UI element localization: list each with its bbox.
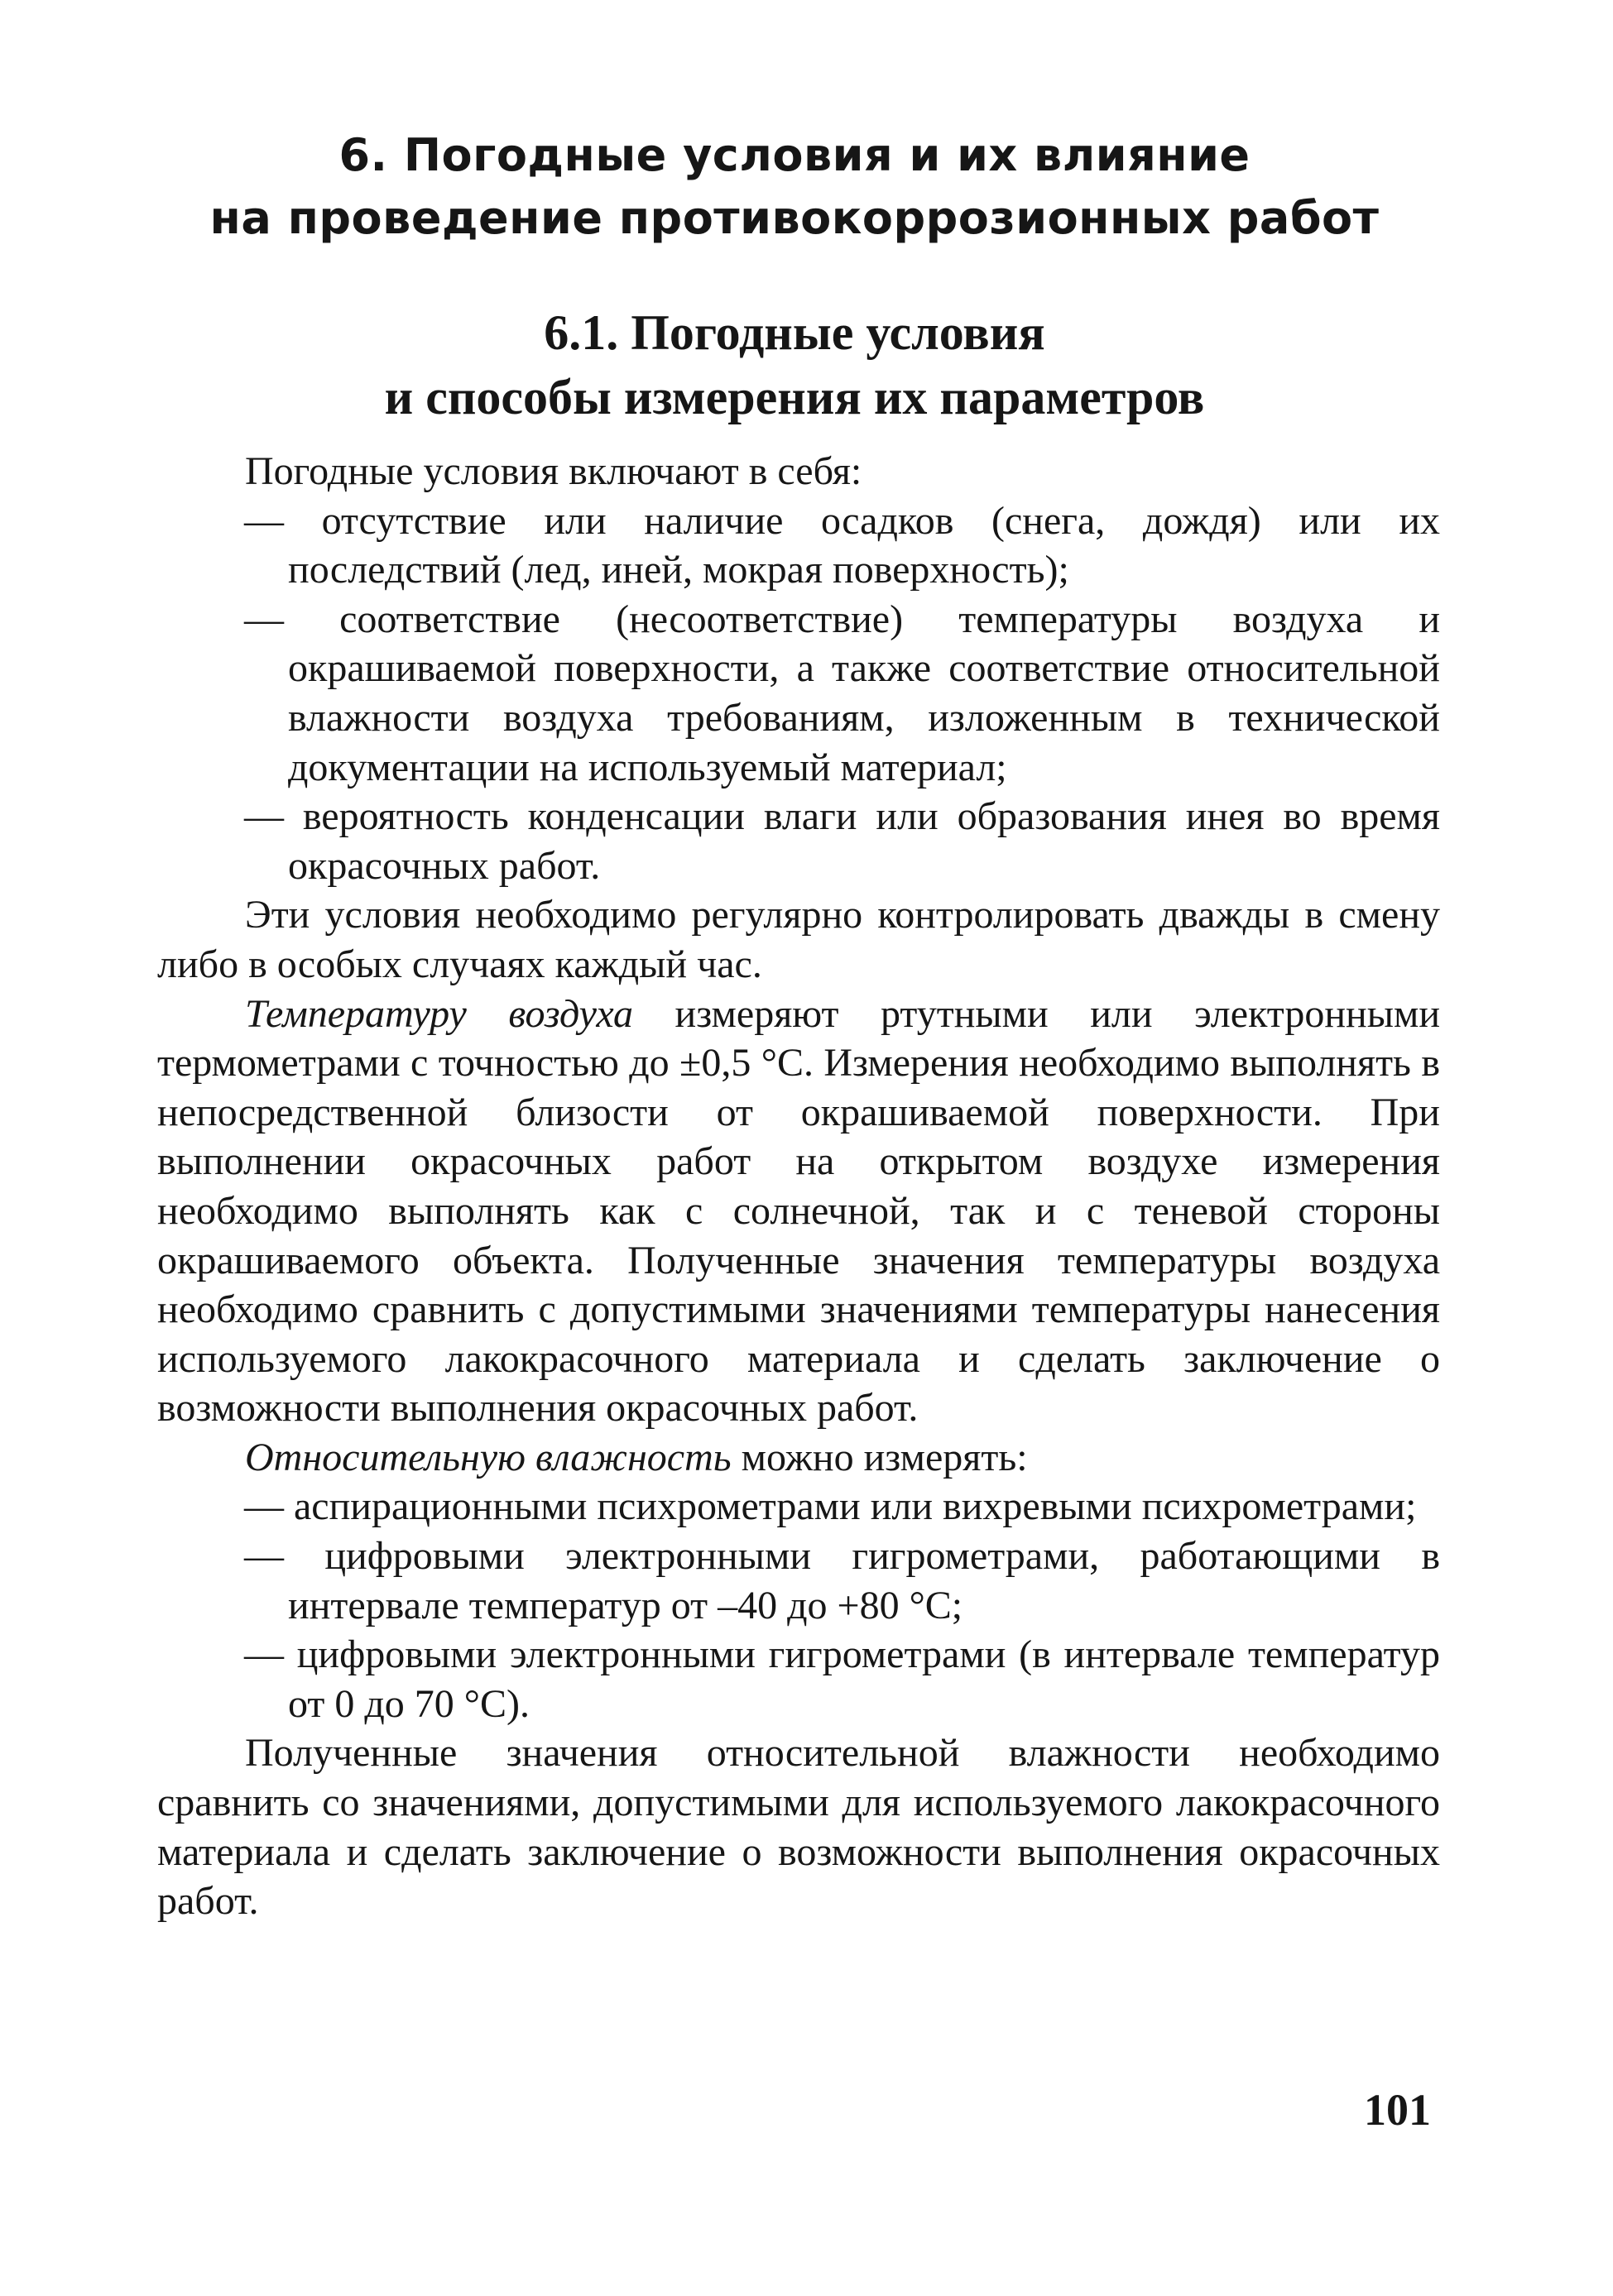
intro-paragraph: Погодные условия включают в себя:	[245, 449, 862, 493]
instrument-item-hygrometers-wide: — цифровыми электронными гигрометрами, работающими в интервале температур от –40 до +80 °С;	[244, 1534, 1440, 1627]
section-title-line-2: и способы измерения их параметров	[384, 370, 1205, 424]
humidity-term: Относительную влажность	[245, 1435, 732, 1479]
page-number: 101	[1364, 2085, 1431, 2135]
section-title-line-1: 6.1. Погодные условия	[544, 305, 1045, 360]
control-paragraph: Эти условия необходимо регулярно контролировать дважды в смену либо в особых случаях каждый час.	[157, 893, 1440, 986]
condition-item-precipitation: — отсутствие или наличие осадков (снега, дождя) или их последствий (лед, иней, мокрая поверхность);	[244, 498, 1440, 592]
chapter-title-line-1: 6. Погодные условия и их влияние	[338, 129, 1251, 181]
chapter-title-line-2: на проведение противокоррозионных работ	[209, 192, 1380, 244]
instrument-item-psychrometers: — аспирационными психрометрами или вихревыми психрометрами;	[244, 1484, 1417, 1529]
humidity-paragraph	[157, 1433, 1440, 1483]
section-title	[157, 300, 1432, 429]
chapter-title	[157, 124, 1432, 250]
humidity-text: можно измерять:	[731, 1435, 1028, 1479]
instrument-item-hygrometers-narrow: — цифровыми электронными гигрометрами (в интервале температур от 0 до 70 °С).	[244, 1632, 1440, 1726]
body-text	[157, 447, 1440, 1926]
conclusion-paragraph: Полученные значения относительной влажности необходимо сравнить со значениями, допустимыми для используемого лакокрасочного материала и сделать заключение о возможности выполнения окрасочных работ.	[157, 1731, 1440, 1924]
air-temperature-paragraph	[157, 990, 1440, 1433]
air-temperature-term: Температуру воздуха	[245, 991, 634, 1036]
condition-item-temperature-humidity: — соответствие (несоответствие) температуры воздуха и окрашиваемой поверхности, а также соответствие относительной влажности воздуха требованиям, изложенным в технической документации на используемый материал;	[244, 597, 1440, 789]
air-temperature-text: измеряют ртутными или электронными термометрами с точностью до ±0,5 °С. Измерения необходимо выполнять в непосредственной близости от окрашиваемой поверхности. При выполнении окрасочных работ на открытом воздухе измерения необходимо выполнять как с солнечной, так и с теневой стороны окрашиваемого объекта. Полученные значения температуры воздуха необходимо сравнить с допустимыми значениями температуры нанесения используемого лакокрасочного материала и сделать заключение о возможности выполнения окрасочных работ.	[157, 991, 1441, 1431]
condition-item-condensation: — вероятность конденсации влаги или образования инея во время окрасочных работ.	[244, 794, 1440, 888]
